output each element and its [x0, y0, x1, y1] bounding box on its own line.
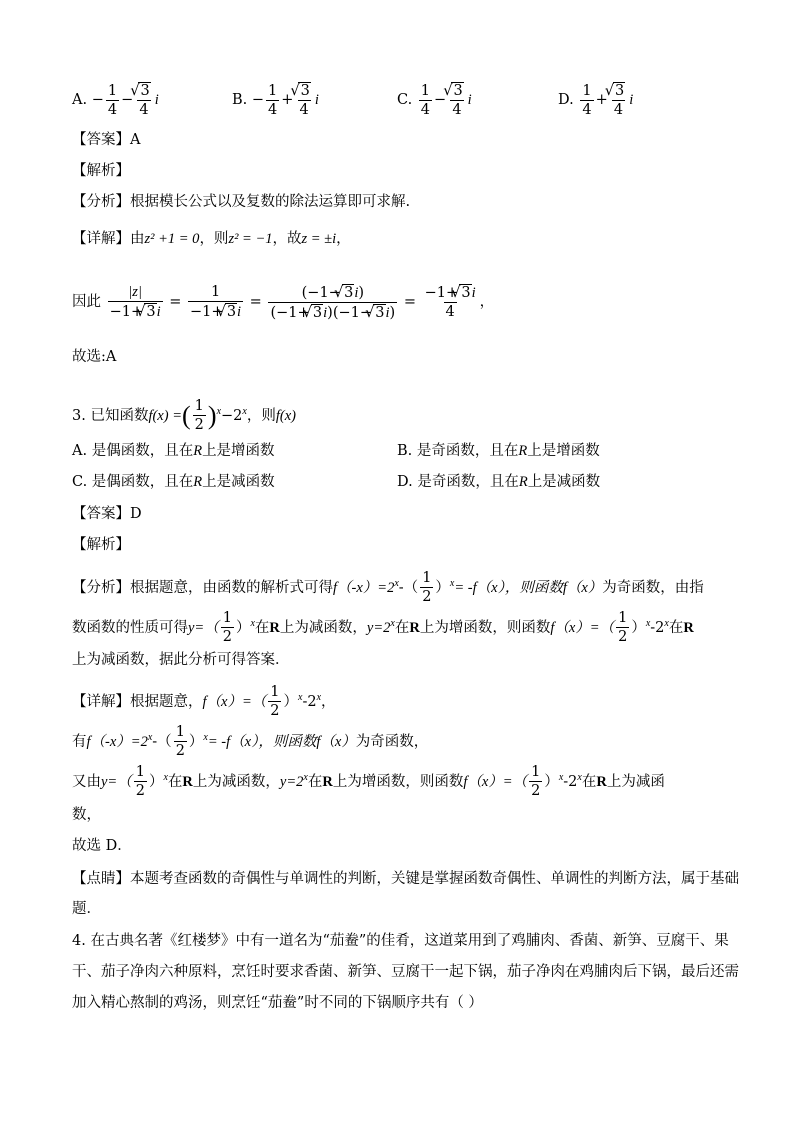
- q2-answer: 【答案】A: [72, 132, 141, 148]
- q2-analysis-head: 【解析】: [72, 163, 130, 179]
- q3-option-d: D. 是奇函数，且在R上是减函数: [397, 474, 601, 490]
- option-d: D. $\frac{1}{4}$ + √ $\frac{3}{4}$ i: [558, 82, 633, 118]
- q2-fraction-chain: 因此 $\frac{|z|}{-1+√ 3i}$ = $\frac{1}{-1+√ 3i}$ = $\frac{(-1-√ 3i)}{(-1+√ 3i)(-1-√ 3i)}$ = $\frac{-1+√ 3i}{4}$ ，: [72, 277, 494, 327]
- q3-dianjing-line1: 【点睛】本题考查函数的奇偶性与单调性的判断，关键是掌握函数奇偶性、单调性的判断方法，属于基础: [72, 871, 739, 887]
- q3-xiangjie-line3: 又由y=（ $\frac{1}{2}$ ）$^x$在R上为减函数，$y=2^x$在R上为增函数，则函数f（x）=（ $\frac{1}{2}$ ）$^x$-2$^x$在R上为减函: [72, 764, 665, 800]
- q3-stem: 3. 已知函数f(x) =( $\frac{1}{2}$ )$^x-2^x$，则f(x): [72, 398, 296, 434]
- q2-choose: 故选:A: [72, 349, 117, 365]
- option-b: B. − $\frac{1}{4}$ + √ $\frac{3}{4}$ i: [232, 82, 319, 118]
- q2-fenxi: 【分析】根据模长公式以及复数的除法运算即可求解.: [72, 194, 411, 210]
- q3-analysis-head: 【解析】: [72, 537, 130, 553]
- q4-line3: 加入精心熬制的鸡汤，则烹饪“茄鲞”时不同的下锅顺序共有（ ）: [72, 995, 483, 1011]
- option-c: C. $\frac{1}{4}$ − √ $\frac{3}{4}$ i: [397, 82, 472, 118]
- q2-options: [72, 82, 732, 118]
- q3-xiangjie-line1: 【详解】根据题意，f（x）=（ $\frac{1}{2}$ ）$^x$-2$^x$，: [72, 684, 336, 720]
- q3-xiangjie-line2: 有$f(-x)=2^x-$（ $\frac{1}{2}$ ）$^x$= -f（x），则函数f（x）为奇函数，: [72, 724, 429, 760]
- q3-fenxi-line2: 数函数的性质可得y=（ $\frac{1}{2}$ ）$^x$在R上为减函数，$y=2^x$在R上为增函数，则函数f（x）=（ $\frac{1}{2}$ ）$^x$-2$^x$在R: [72, 610, 694, 646]
- q3-xiangjie-line4: 数，: [72, 807, 101, 823]
- q3-fenxi-line3: 上为减函数，据此分析可得答案．: [72, 652, 290, 668]
- q3-answer: 【答案】D: [72, 506, 142, 522]
- q3-dianjing-line2: 题．: [72, 901, 101, 917]
- q3-choose: 故选 D．: [72, 838, 132, 854]
- q3-option-c: C. 是偶函数，且在R上是减函数: [72, 474, 275, 490]
- q4-line1: 4. 在古典名著《红楼梦》中有一道名为“茄鲞”的佳肴，这道菜用到了鸡脯肉、香菌、新笋、豆腐干、果: [72, 933, 729, 949]
- q3-option-a: A. 是偶函数，且在R上是增函数: [72, 443, 275, 459]
- q2-xiangjie: 【详解】由z² +1 = 0，则z² = −1，故z = ±i，: [72, 231, 351, 247]
- q3-fenxi-line1: 【分析】根据题意，由函数的解析式可得$f(-x)=2^x-$（ $\frac{1}{2}$ ）$^x$= -f（x），则函数f（x）为奇函数，由指: [72, 570, 704, 606]
- q3-option-b: B. 是奇函数，且在R上是增函数: [397, 443, 600, 459]
- option-a: A. − $\frac{1}{4}$ − √ $\frac{3}{4}$ i: [72, 82, 159, 118]
- q4-line2: 干、茄子净肉六种原料，烹饪时要求香菌、新笋、豆腐干一起下锅，茄子净肉在鸡脯肉后下锅，最后还需: [72, 964, 739, 980]
